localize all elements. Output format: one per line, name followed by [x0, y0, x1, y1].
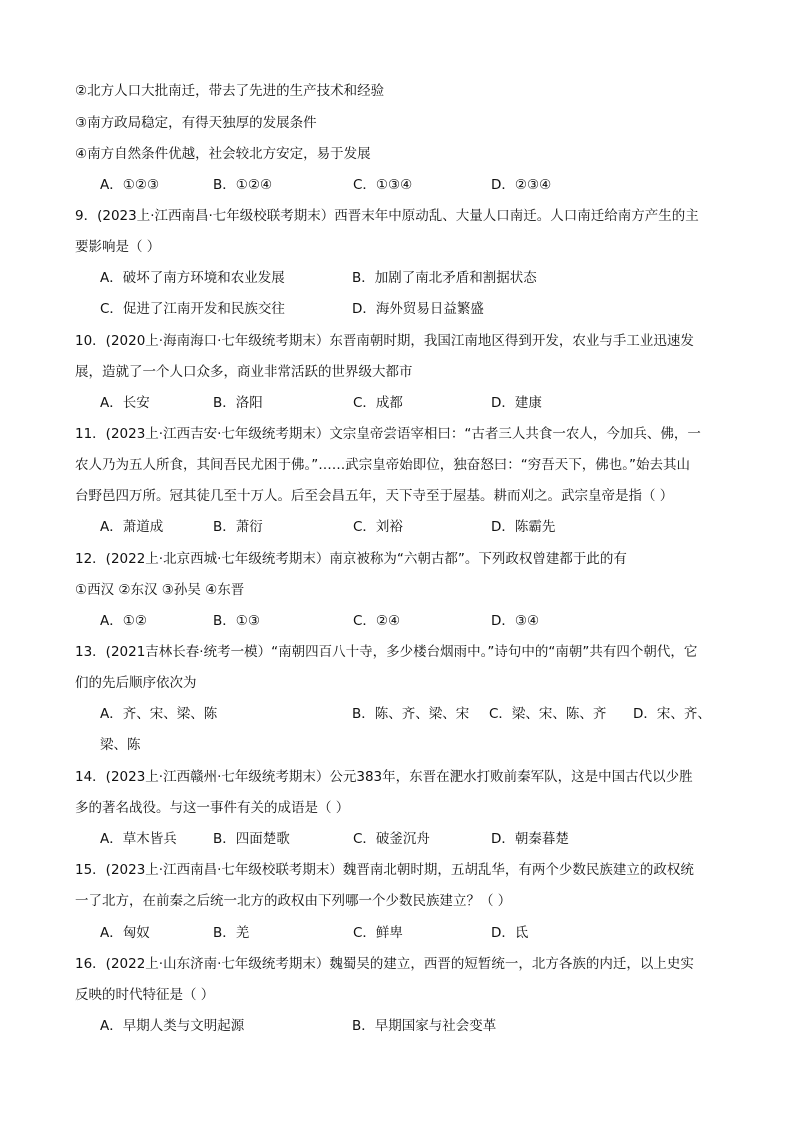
q10-option-d: D．建康 [491, 395, 542, 411]
q15-option-b: B．羌 [213, 925, 250, 941]
q9-option-d: D．海外贸易日益繁盛 [352, 301, 484, 317]
q15-option-d: D．氐 [491, 925, 529, 941]
statement-2: ②北方人口大批南迁，带去了先进的生产技术和经验 [75, 83, 385, 99]
q13-option-d-cont: 梁、陈 [100, 737, 141, 753]
q9-option-b: B．加剧了南北矛盾和割据状态 [352, 270, 537, 286]
q11-option-a: A．萧道成 [100, 519, 164, 535]
q11-option-b: B．萧衍 [213, 519, 263, 535]
q11-stem-line2: 农人乃为五人所食，其间吾民尤困于佛。”……武宗皇帝始即位，独奋怒曰：“穷吾天下，佛也。”始去其山 [75, 457, 690, 473]
q15-stem-line1: 15．(2023上·江西南昌·七年级校联考期末）魏晋南北朝时期，五胡乱华，有两个少数民族建立的政权统 [75, 862, 694, 878]
q15-option-c: C．鲜卑 [353, 925, 403, 941]
q8-option-d: D．②③④ [491, 177, 552, 193]
q16-stem-line2: 反映的时代特征是（ ） [75, 987, 215, 1003]
q12-option-d: D．③④ [491, 613, 540, 629]
q10-option-b: B．洛阳 [213, 395, 263, 411]
q13-option-a: A．齐、宋、梁、陈 [100, 706, 218, 722]
q11-stem-line3: 台野邑四万所。冠其徒几至十万人。后至会昌五年，天下寺至于屋基。耕而刈之。武宗皇帝是指（ ） [75, 488, 674, 504]
q14-option-c: C．破釜沉舟 [353, 831, 430, 847]
q9-option-a: A．破坏了南方环境和农业发展 [100, 270, 285, 286]
q14-option-b: B．四面楚歌 [213, 831, 290, 847]
q15-option-a: A．匈奴 [100, 925, 150, 941]
q11-stem-line1: 11．(2023上·江西吉安·七年级统考期末）文宗皇帝尝语宰相曰：“古者三人共食一农人，今加兵、佛，一 [75, 426, 701, 442]
q9-option-c: C．促进了江南开发和民族交往 [100, 301, 285, 317]
q10-option-a: A．长安 [100, 395, 150, 411]
q14-option-d: D．朝秦暮楚 [491, 831, 569, 847]
q12-stem-line2: ①西汉 ②东汉 ③孙吴 ④东晋 [75, 582, 245, 598]
q13-option-d: D．宋、齐、 [633, 706, 711, 722]
q12-option-a: A．①② [100, 613, 147, 629]
q14-stem-line1: 14．(2023上·江西赣州·七年级统考期末）公元383年，东晋在淝水打败前秦军队，这是中国古代以少胜 [75, 769, 693, 785]
statement-3: ③南方政局稳定，有得天独厚的发展条件 [75, 115, 317, 131]
q13-option-c: C．梁、宋、陈、齐 [489, 706, 607, 722]
q11-option-d: D．陈霸先 [491, 519, 556, 535]
q8-option-a: A．①②③ [100, 177, 160, 193]
q16-option-b: B．早期国家与社会变革 [352, 1018, 497, 1034]
q9-stem-line2: 要影响是（ ） [75, 239, 161, 255]
q16-stem-line1: 16．(2022上·山东济南·七年级统考期末）魏蜀吴的建立，西晋的短暂统一，北方各族的内迁，以上史实 [75, 956, 694, 972]
q10-stem-line1: 10．(2020上·海南海口·七年级统考期末）东晋南朝时期，我国江南地区得到开发，农业与手工业迅速发 [75, 333, 694, 349]
q12-stem-line1: 12．(2022上·北京西城·七年级统考期末）南京被称为“六朝古都”。下列政权曾建都于此的有 [75, 551, 627, 567]
statement-4: ④南方自然条件优越，社会较北方安定，易于发展 [75, 146, 371, 162]
q13-stem-line2: 们的先后顺序依次为 [75, 675, 197, 691]
q8-option-c: C．①③④ [353, 177, 413, 193]
q9-stem-line1: 9．(2023上·江西南昌·七年级校联考期末）西晋末年中原动乱、大量人口南迁。人口南迁给南方产生的主 [75, 208, 699, 224]
q12-option-b: B．①③ [213, 613, 260, 629]
q10-option-c: C．成都 [353, 395, 403, 411]
q15-stem-line2: 一了北方，在前秦之后统一北方的政权由下列哪一个少数民族建立？（ ） [75, 893, 512, 909]
q14-stem-line2: 多的著名战役。与这一事件有关的成语是（ ） [75, 800, 350, 816]
q16-option-a: A．早期人类与文明起源 [100, 1018, 245, 1034]
q12-option-c: C．②④ [353, 613, 401, 629]
q10-stem-line2: 展，造就了一个人口众多，商业非常活跃的世界级大都市 [75, 364, 413, 380]
q13-option-b: B．陈、齐、梁、宋 [352, 706, 470, 722]
q8-option-b: B．①②④ [213, 177, 273, 193]
q13-stem-line1: 13．(2021吉林长春·统考一模）“南朝四百八十寺，多少楼台烟雨中。”诗句中的“南朝”共有四个朝代，它 [75, 644, 698, 660]
q14-option-a: A．草木皆兵 [100, 831, 177, 847]
q11-option-c: C．刘裕 [353, 519, 403, 535]
